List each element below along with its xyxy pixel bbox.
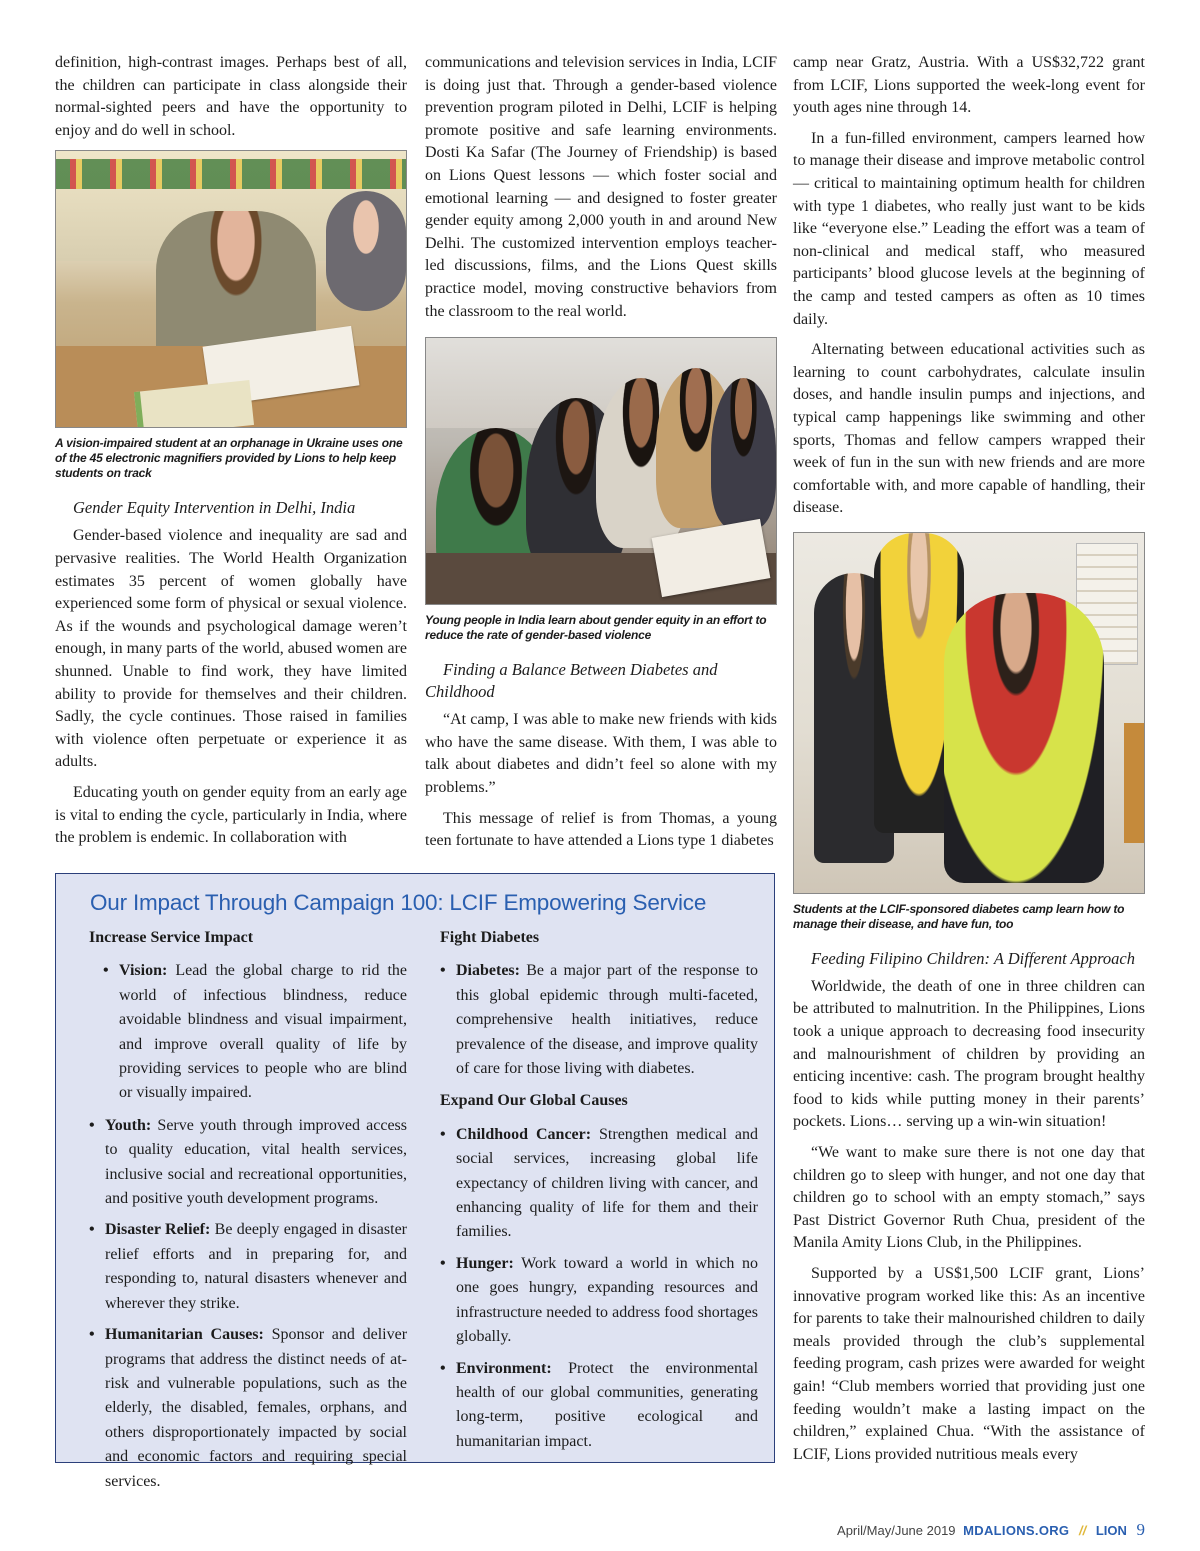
- item-label: Disaster Relief:: [105, 1221, 211, 1239]
- section-heading: Finding a Balance Between Diabetes and Childhood: [425, 660, 718, 702]
- page-number: 9: [1136, 1520, 1145, 1539]
- list-item: • Vision: Lead the global charge to rid the world of infectious blindness, reduce avoidable blindness and visual impairment, and improve overall quality of life by providing services to people who are blind or visually impaired.: [103, 962, 408, 1102]
- photo-caption: Young people in India learn about gender equity in an effort to reduce the rate of gender-based violence: [425, 613, 767, 643]
- list-item: • Youth: Serve youth through improved access to quality education, vital health services, inclusive social and recreational opportunities, and positive youth development programs.: [89, 1116, 407, 1208]
- article-column-2: [425, 52, 777, 861]
- list-item: • Hunger: Work toward a world in which no one goes hungry, expanding resources and infrastructure needed to address food shortages globally.: [440, 1254, 758, 1346]
- item-label: Youth:: [105, 1116, 152, 1134]
- paragraph: “At camp, I was able to make new friends with kids who have the same disease. With them, I was able to talk about diabetes and didn’t feel so alone with my problems.”: [425, 711, 777, 796]
- paragraph: Gender-based violence and inequality are sad and pervasive realities. The World Health Organization estimates 35 percent of women globally have experienced some form of physical or sexual violence. As if the wounds and psychological damage weren’t enough, in many parts of the world, abused women are shunned. Unable to find work, they have limited ability to provide for themselves and their children. Sadly, the cycle continues. Those raised in families with violence often perpetuate or experience it as adults.: [55, 527, 407, 771]
- section-heading: Feeding Filipino Children: A Different Approach: [811, 948, 1136, 968]
- item-text: Work toward a world in which no one goes hungry, expanding resources and infrastructure needed to address food shortages globally.: [456, 1254, 758, 1346]
- photo-caption: Students at the LCIF-sponsored diabetes camp learn how to manage their disease, and have fun, too: [793, 901, 1125, 931]
- page-footer: [837, 1520, 1145, 1540]
- photo-ukraine-student: [55, 150, 407, 428]
- sidebar-column-1: [89, 926, 407, 1502]
- paragraph: “We want to make sure there is not one day that children go to sleep with hunger, and not one day that children go to school with an empty stomach,” says Past District Governor Ruth Chua, president of the Manila Amity Lions Club, in the Philippines.: [793, 1144, 1145, 1252]
- paragraph: In a fun-filled environment, campers learned how to manage their disease and improve metabolic control — critical to maintaining optimum health for children with type 1 diabetes, who really just want to be kids like “everyone else.” Leading the effort was a team of non-clinical and medical staff, who measured participants’ blood glucose levels at the beginning of the camp and tested campers as often as 10 times daily.: [793, 129, 1145, 328]
- footer-separator: //: [1078, 1523, 1087, 1538]
- paragraph: Supported by a US$1,500 LCIF grant, Lions’ innovative program worked like this: As an incentive for parents to take their malnourished children to daily meals provided through the club’s supplemental feeding program, cash prizes were awarded for weight gain! “Club members worried that providing just one feeding wouldn’t make a lasting impact on the children,” explained Chua. “With the assistance of LCIF, Lions provided nutritious meals every: [793, 1265, 1145, 1463]
- item-label: Childhood Cancer:: [456, 1125, 592, 1143]
- paragraph: This message of relief is from Thomas, a young teen fortunate to have attended a Lions type 1 diabetes: [425, 809, 777, 850]
- list-item: • Diabetes: Be a major part of the response to this global epidemic through multi-faceted, comprehensive health initiatives, reduce prevalence of the disease, and improve quality of care for those living with diabetes.: [440, 962, 759, 1078]
- item-text: Sponsor and deliver programs that address the distinct needs of at-risk and vulnerable populations, such as the elderly, the disabled, females, orphans, and others disproportionately impacted by social and economic factors and requiring special services.: [105, 1326, 408, 1490]
- list-item: • Environment: Protect the environmental health of our global communities, generating long-term, positive ecological and humanitarian impact.: [440, 1359, 759, 1450]
- article-column-1: [55, 52, 407, 858]
- paragraph: communications and television services in India, LCIF is doing just that. Through a gender-based violence prevention program piloted in Delhi, LCIF is helping promote positive and safe learning environments. Dosti Ka Safar (The Journey of Friendship) is based on Lions Quest lessons — which foster social and emotional learning — and designed to foster greater gender equity among 2,000 youth in and around New Delhi. The customized intervention employs teacher-led discussions, films, and the Lions Quest skills practice model, moving constructive behaviors from the classroom to the real world.: [425, 54, 777, 320]
- item-label: Diabetes:: [456, 962, 520, 980]
- article-column-3: [793, 52, 1145, 1474]
- sidebar-heading: Fight Diabetes: [440, 929, 540, 946]
- photo-diabetes-camp: [793, 532, 1145, 894]
- item-label: Vision:: [119, 962, 168, 980]
- sidebar-list: [440, 1123, 758, 1454]
- sidebar-heading: Expand Our Global Causes: [440, 1092, 628, 1110]
- list-item: • Childhood Cancer: Strengthen medical and social services, increasing global life expectancy of children living with cancer, and enhancing quality of life for them and their families.: [440, 1125, 758, 1241]
- item-text: Strengthen medical and social services, increasing global life expectancy of children living with cancer, and enhancing quality of life for them and their families.: [456, 1125, 758, 1241]
- sidebar-list: [89, 959, 407, 1105]
- photo-caption: A vision-impaired student at an orphanage in Ukraine uses one of the 45 electronic magnifiers provided by Lions to help keep students on track: [55, 436, 403, 481]
- sidebar-heading: Increase Service Impact: [89, 929, 254, 946]
- item-label: Environment:: [456, 1359, 552, 1377]
- paragraph: Worldwide, the death of one in three children can be attributed to malnutrition. In the Philippines, Lions took a unique approach to decreasing food insecurity and malnourishment of children by providing an enticing incentive: cash. The program brought healthy food to kids while putting money in their parents’ pockets. Lions… serving up a win-win situation!: [793, 977, 1145, 1131]
- sidebar-list: [440, 959, 758, 1081]
- item-text: Serve youth through improved access to quality education, vital health services, inclusive social and recreational opportunities, and positive youth development programs.: [105, 1116, 407, 1208]
- item-text: Lead the global charge to rid the world of infectious blindness, reduce avoidable blindness and visual impairment, and improve overall quality of life by providing services to people who are blind or visually impaired.: [119, 962, 408, 1102]
- paragraph: Educating youth on gender equity from an early age is vital to ending the cycle, particularly in India, where the problem is endemic. In collaboration with: [55, 783, 407, 847]
- item-label: Humanitarian Causes:: [105, 1326, 264, 1344]
- photo-india-youth: [425, 337, 777, 605]
- campaign-100-sidebar: [55, 873, 775, 1490]
- list-item: • Humanitarian Causes: Sponsor and deliver programs that address the distinct needs of at-risk and vulnerable populations, such as the elderly, the disabled, females, orphans, and others disproportionately impacted by social and economic factors and requiring special services.: [89, 1326, 408, 1490]
- list-item: • Disaster Relief: Be deeply engaged in disaster relief efforts and in preparing for, and responding to, natural disasters whenever and wherever they strike.: [89, 1221, 408, 1312]
- section-heading: Gender Equity Intervention in Delhi, India: [73, 498, 356, 518]
- sidebar-list: [89, 1114, 407, 1494]
- paragraph: camp near Gratz, Austria. With a US$32,722 grant from LCIF, Lions supported the week-long event for youth ages nine through 14.: [793, 54, 1145, 117]
- sidebar-title: Our Impact Through Campaign 100: LCIF Empowering Service: [90, 890, 707, 915]
- item-label: Hunger:: [456, 1254, 514, 1272]
- sidebar-column-2: [440, 926, 758, 1462]
- item-text: Be deeply engaged in disaster relief efforts and in preparing for, and responding to, natural disasters whenever and wherever they strike.: [105, 1221, 408, 1312]
- website-link[interactable]: MDALIONS.ORG: [963, 1523, 1070, 1538]
- item-text: Protect the environmental health of our global communities, generating long-term, positive ecological and humanitarian impact.: [456, 1359, 759, 1450]
- paragraph: Alternating between educational activities such as learning to count carbohydrates, calculate insulin doses, and handle insulin pumps and injections, and typical camp happenings like swimming and other sports, Thomas and fellow campers wrapped their week of fun in the sun with new friends and are more comfortable with, and more capable of handling, their disease.: [793, 341, 1145, 517]
- paragraph: definition, high-contrast images. Perhaps best of all, the children can participate in class alongside their normal-sighted peers and have the opportunity to enjoy and do well in school.: [55, 54, 407, 139]
- magazine-name: LION: [1095, 1523, 1127, 1538]
- item-text: Be a major part of the response to this global epidemic through multi-faceted, comprehensive health initiatives, reduce prevalence of the disease, and improve quality of care for those living with diabetes.: [456, 962, 759, 1078]
- issue-date: April/May/June 2019: [837, 1523, 956, 1538]
